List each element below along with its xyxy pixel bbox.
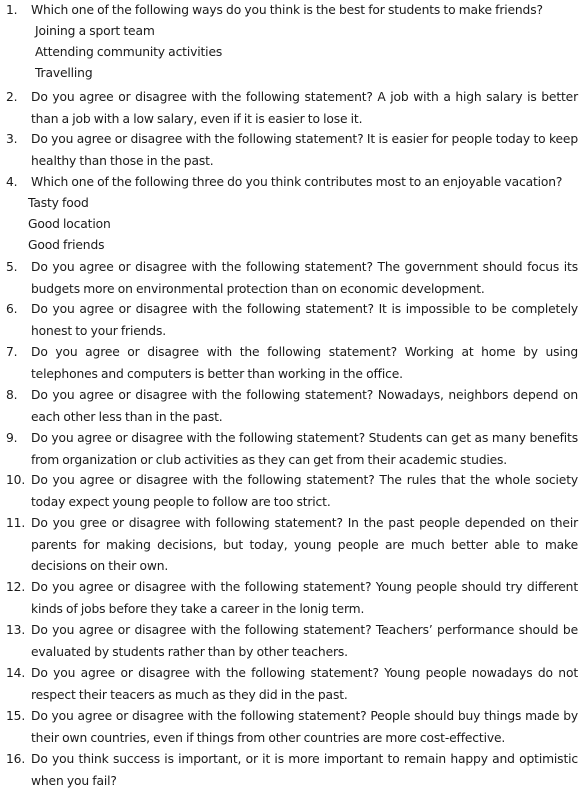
question-text: Do you agree or disagree with the following statement? It is impossible to be completely honest to your friends. [31, 302, 578, 338]
question-4 [6, 172, 578, 194]
question-number: 8. [6, 388, 18, 402]
question-5 [6, 257, 578, 300]
question-number: 2. [6, 90, 18, 104]
option-item: Attending community activities [35, 45, 223, 59]
question-14 [6, 663, 578, 706]
question-8 [6, 385, 578, 428]
question-number: 16. [6, 752, 26, 766]
option-item: Travelling [35, 66, 93, 80]
question-number: 7. [6, 345, 18, 359]
option-item: Tasty food [28, 196, 89, 210]
question-text: Do you agree or disagree with the following statement? Teachers’ performance should be evaluated by students rather than by other teachers. [31, 623, 578, 659]
question-number: 10. [6, 473, 26, 487]
question-text: Do you agree or disagree with the following statement? The rules that the whole society today expect young people to follow are too strict. [31, 473, 578, 509]
question-text: Do you agree or disagree with the following statement? Nowadays, neighbors depend on each other less than in the past. [31, 388, 578, 424]
question-6 [6, 299, 578, 342]
question-text: Do you agree or disagree with the following statement? People should buy things made by their own countries, even if things from other countries are more cost-effective. [31, 709, 578, 745]
question-text: Do you agree or disagree with the following statement? It is easier for people today to keep healthy than those in the past. [31, 132, 578, 168]
question-number: 15. [6, 709, 26, 723]
question-number: 13. [6, 623, 26, 637]
question-text: Do you agree or disagree with the following statement? Working at home by using telephones and computers is better than working in the office. [31, 345, 578, 381]
question-12 [6, 577, 578, 620]
question-number: 12. [6, 580, 26, 594]
question-text: Which one of the following ways do you think is the best for students to make friends? [31, 3, 543, 17]
question-text: Do you gree or disagree with following statement? In the past people depended on their parents for making decisions, but today, young people are much better able to make decisions on their own. [31, 516, 578, 573]
question-number: 4. [6, 175, 18, 189]
question-3 [6, 129, 578, 172]
question-13 [6, 620, 578, 663]
question-16 [6, 749, 578, 792]
question-number: 6. [6, 302, 18, 316]
question-number: 3. [6, 132, 18, 146]
question-text: Do you agree or disagree with the following statement? Students can get as many benefits from organization or club activities as they can get from their academic studies. [31, 431, 578, 467]
question-number: 11. [6, 516, 26, 530]
question-10 [6, 470, 578, 513]
option-item: Joining a sport team [35, 24, 155, 38]
question-7 [6, 342, 578, 385]
question-2 [6, 87, 578, 130]
question-number: 14. [6, 666, 26, 680]
question-15 [6, 706, 578, 749]
question-number: 1. [6, 3, 18, 17]
question-text: Do you agree or disagree with the following statement? A job with a high salary is better than a job with a low salary, even if it is easier to lose it. [31, 90, 578, 126]
question-text: Which one of the following three do you think contributes most to an enjoyable vacation? [31, 175, 563, 189]
question-text: Do you think success is important, or it is more important to remain happy and optimistic when you fail? [31, 752, 578, 788]
question-number: 5. [6, 260, 18, 274]
question-text: Do you agree or disagree with the following statement? Young people should try different kinds of jobs before they take a career in the lonig term. [31, 580, 578, 616]
question-11 [6, 513, 578, 578]
question-1 [6, 0, 578, 22]
option-item: Good location [28, 217, 111, 231]
question-text: Do you agree or disagree with the following statement? Young people nowadays do not respect their teacers as much as they did in the past. [31, 666, 578, 702]
option-item: Good friends [28, 238, 105, 252]
question-text: Do you agree or disagree with the following statement? The government should focus its budgets more on environmental protection than on economic development. [31, 260, 578, 296]
question-9 [6, 428, 578, 471]
question-number: 9. [6, 431, 18, 445]
